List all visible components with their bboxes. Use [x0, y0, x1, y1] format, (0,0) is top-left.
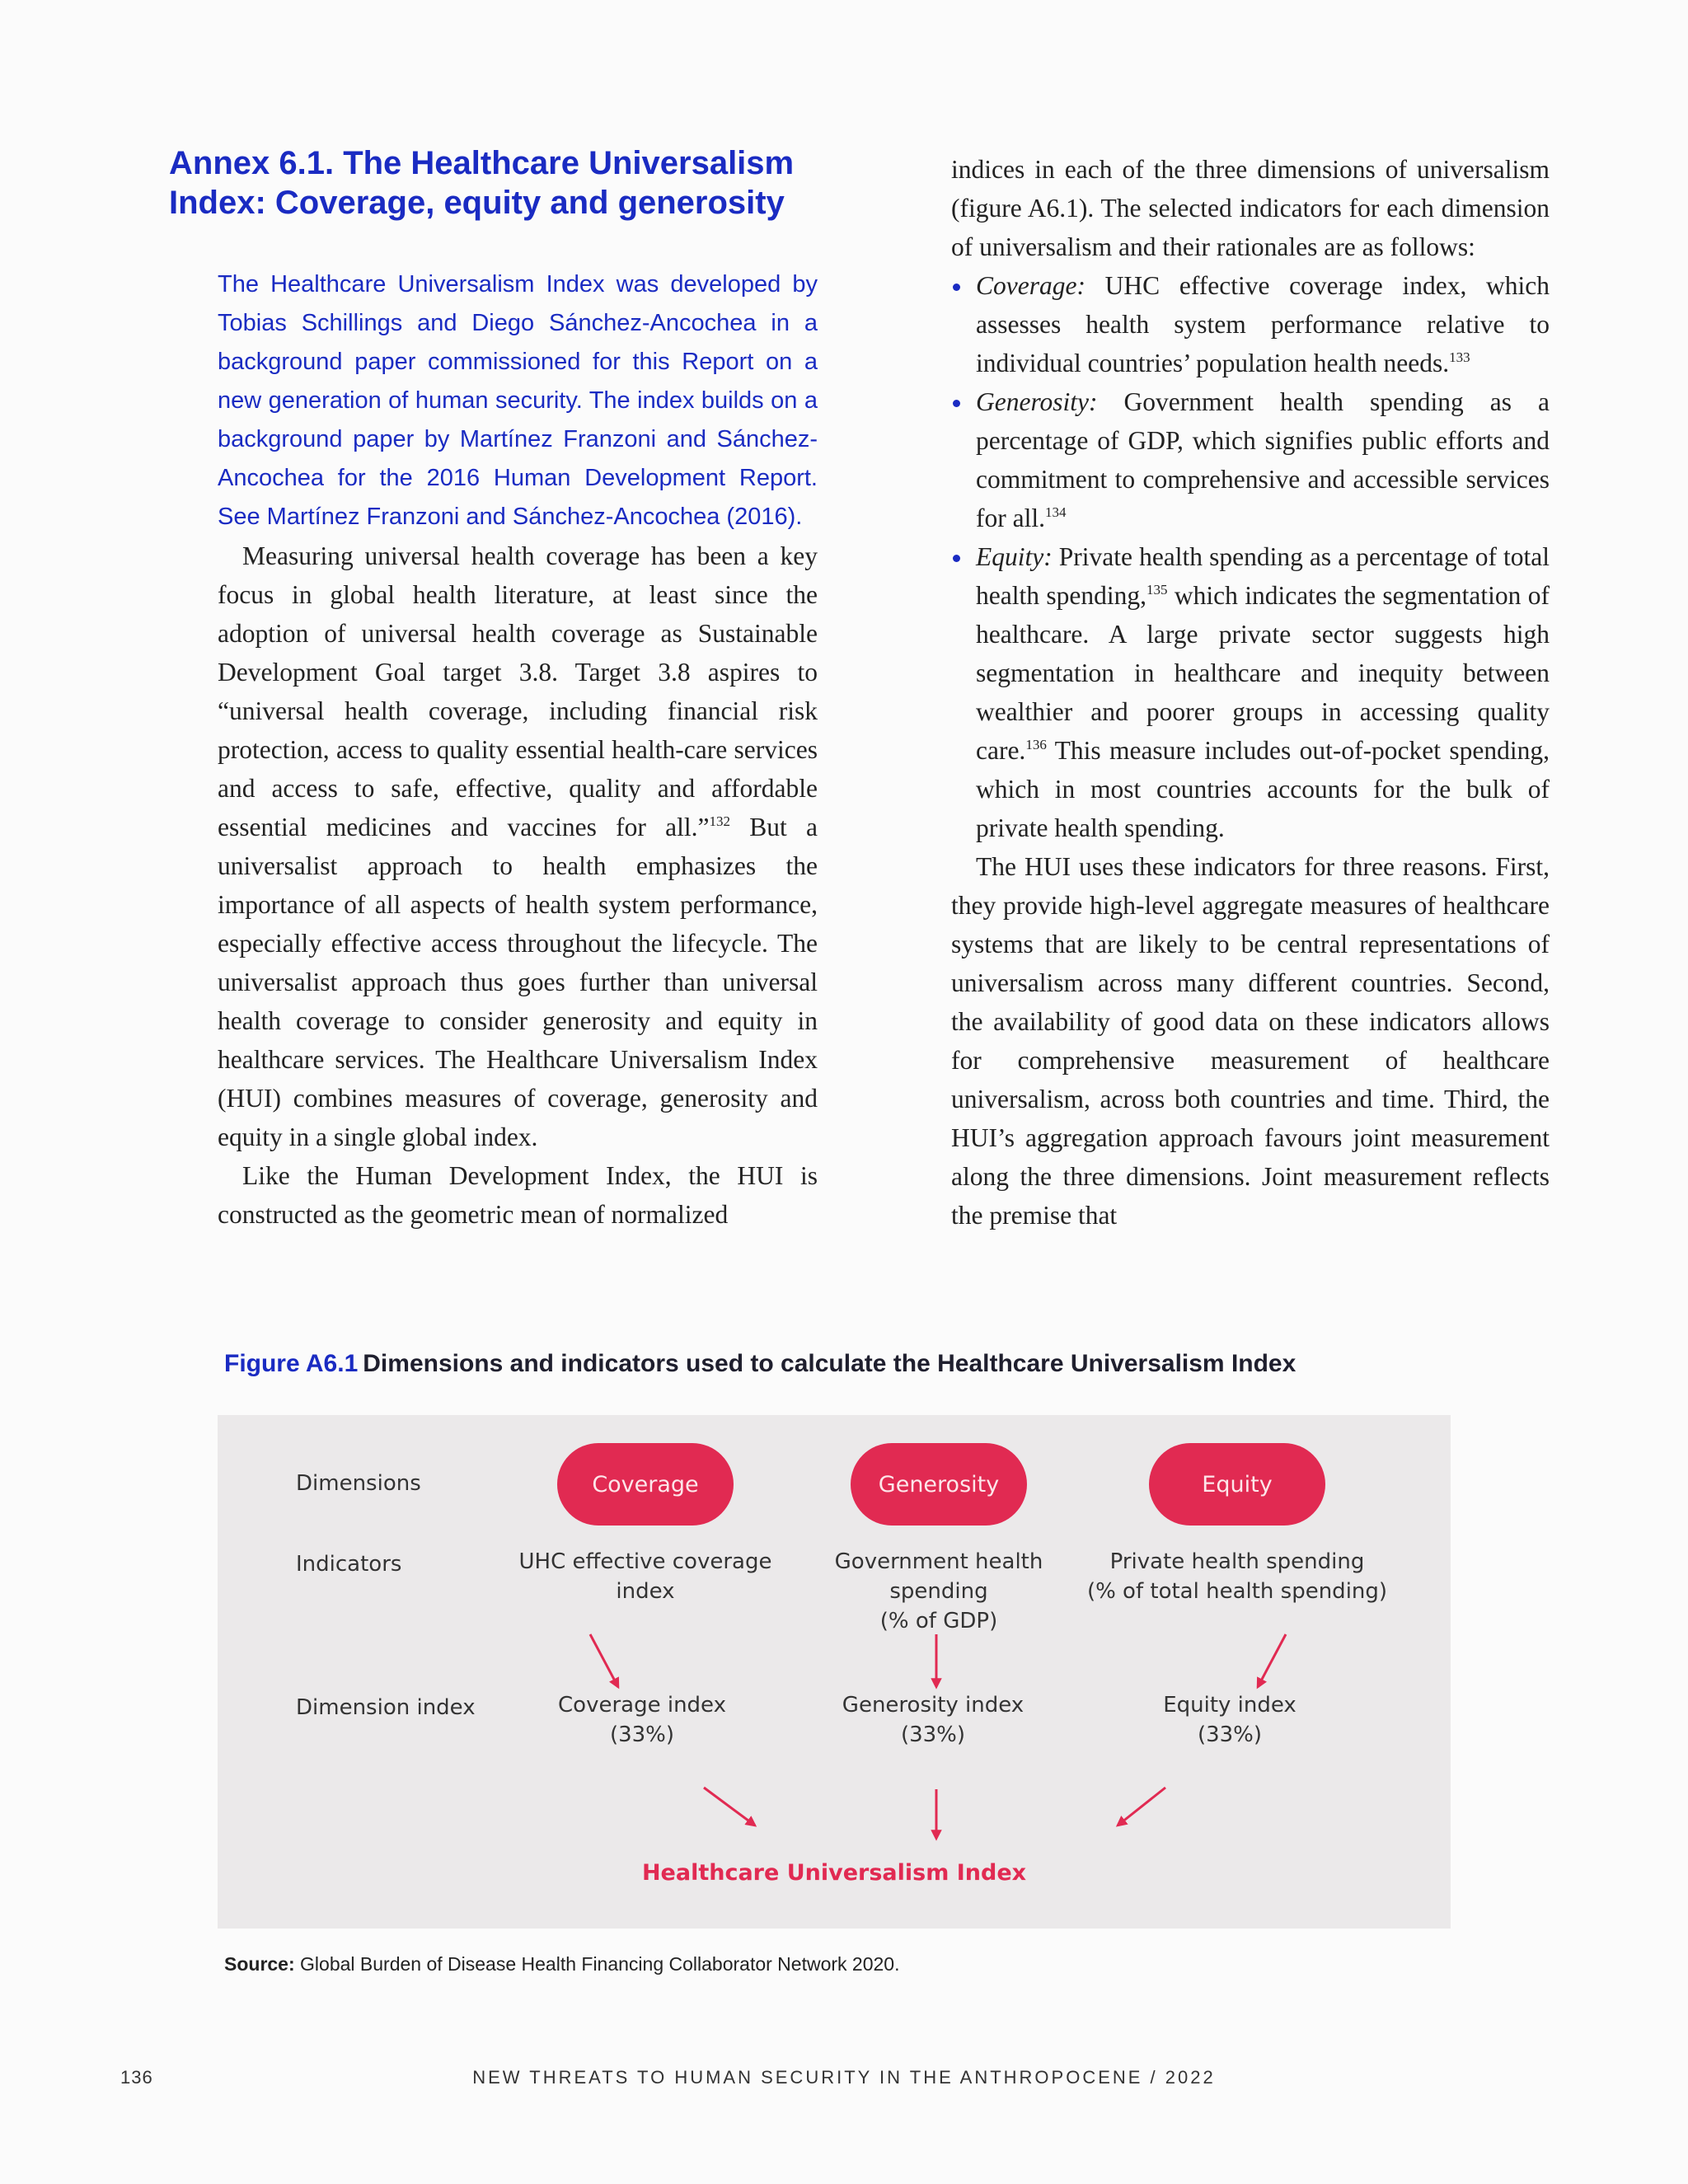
bullet-term: Generosity:	[976, 387, 1098, 416]
right-column	[951, 150, 1550, 1235]
bullet-text-continued: which indicates the segmentation of healthcare. A large private sector suggests high segmentation in healthcare and inequity between wealthier and poorer groups in accessing quality care.	[976, 581, 1550, 765]
indicator-coverage-line-1: UHC effective coverage index	[518, 1549, 772, 1604]
index-coverage-name: Coverage index	[558, 1693, 726, 1718]
index-generosity-name: Generosity index	[842, 1693, 1025, 1718]
indicator-equity-line-2: (% of total health spending)	[1086, 1579, 1388, 1604]
footnote-ref-135: 135	[1146, 582, 1168, 598]
bullet-text-end: This measure includes out-of-pocket spending, which in most countries accounts for the bulk of private health spending.	[976, 736, 1550, 842]
row-label-indicators: Indicators	[296, 1552, 402, 1577]
row-label-dimension-index: Dimension index	[296, 1695, 476, 1720]
source-label: Source:	[224, 1953, 295, 1975]
row-label-dimensions: Dimensions	[296, 1471, 421, 1496]
footnote-ref-132: 132	[709, 813, 730, 829]
flow-arrows	[218, 1415, 1451, 1929]
footnote-ref-133: 133	[1449, 349, 1470, 365]
intro-note: The Healthcare Universalism Index was developed by Tobias Schillings and Diego Sánchez-Ancochea in a background paper commissioned for this Report on a new generation of human security. The index builds on a background paper by Martínez Franzoni and Sánchez-Ancochea for the 2016 Human Development Report. See Martínez Franzoni and Sánchez-Ancochea (2016).	[218, 271, 818, 530]
annex-title-line-1: Annex 6.1. The Healthcare Universalism	[169, 145, 795, 181]
annex-title	[169, 143, 820, 223]
hui-diagram	[218, 1415, 1451, 1929]
index-equity-name: Equity index	[1163, 1693, 1296, 1718]
index-generosity-weight: (33%)	[900, 1722, 966, 1747]
footnote-ref-136: 136	[1025, 737, 1047, 752]
page-number: 136	[120, 2067, 153, 2088]
indicator-generosity-line-1: Government health spending	[834, 1549, 1043, 1604]
bullet-text: Government health spending as a percentage of GDP, which signifies public efforts and commitment to comprehensive and accessible services for all.	[976, 387, 1550, 532]
list-item-generosity	[951, 382, 1550, 537]
index-coverage-weight: (33%)	[609, 1722, 675, 1747]
arrow-coverage-index-to-hui	[704, 1788, 755, 1825]
indicator-list	[951, 266, 1550, 847]
paragraph-2: Like the Human Development Index, the HUI is constructed as the geometric mean of normalized	[218, 1161, 818, 1229]
indicator-generosity-line-2: (% of GDP)	[879, 1609, 998, 1633]
dimension-pill-equity: Equity	[1149, 1443, 1325, 1526]
footnote-ref-134: 134	[1044, 504, 1067, 520]
paragraph-1-text-b: But a universalist approach to health emphasizes the importance of all aspects of health system performance, especially effective access throughout the lifecycle. The universalist approach thus goes further than universal health coverage to consider generosity and equity in healthcare services. The Healthcare Universalism Index (HUI) combines measures of coverage, generosity and equity in a single global index.	[218, 813, 818, 1151]
left-column	[218, 265, 818, 1234]
dimension-pill-coverage: Coverage	[557, 1443, 734, 1526]
annex-title-line-2: Index: Coverage, equity and generosity	[169, 185, 785, 221]
paragraph-1-text-a: Measuring universal health coverage has been a key focus in global health literature, at least since the adoption of universal health coverage as Sustainable Development Goal target 3.8. Target 3.8 aspires to “universal health coverage, including financial risk protection, access to quality essential health-care services and access to safe, effective, quality and affordable essential medicines and vaccines for all.”	[218, 541, 818, 841]
index-equity-weight: (33%)	[1197, 1722, 1263, 1747]
bullet-term: Equity:	[976, 542, 1053, 571]
figure-label: Figure A6.1	[224, 1350, 359, 1377]
indicator-equity-line-1: Private health spending	[1109, 1549, 1365, 1574]
arrow-equity-index-to-hui	[1118, 1788, 1165, 1825]
list-item-coverage	[951, 266, 1550, 382]
arrow-coverage-to-index	[590, 1634, 618, 1687]
list-item-equity	[951, 537, 1550, 847]
figure-source	[224, 1953, 899, 1975]
hui-result-label: Healthcare Universalism Index	[641, 1860, 1027, 1886]
dimension-pill-generosity: Generosity	[851, 1443, 1027, 1526]
bullet-text: UHC effective coverage index, which assesses health system performance relative to individual countries’ population health needs.	[976, 271, 1550, 377]
figure-caption: Dimensions and indicators used to calculate the Healthcare Universalism Index	[363, 1350, 1296, 1377]
arrow-equity-to-index	[1258, 1634, 1286, 1687]
running-footer: NEW THREATS TO HUMAN SECURITY IN THE ANTHROPOCENE / 2022	[472, 2067, 1216, 2088]
bullet-term: Coverage:	[976, 271, 1085, 300]
paragraph-1	[218, 537, 818, 1156]
paragraph-continued: indices in each of the three dimensions of universalism (figure A6.1). The selected indicators for each dimension of universalism and their rationales are as follows:	[951, 155, 1550, 261]
figure-title	[224, 1350, 1296, 1378]
bullet-text: Private health spending as a percentage of total health spending,	[976, 542, 1550, 610]
source-text: Global Burden of Disease Health Financing Collaborator Network 2020.	[294, 1953, 900, 1975]
paragraph-reasons: The HUI uses these indicators for three reasons. First, they provide high-level aggregate measures of healthcare systems that are likely to be central representations of universalism across many different countries. Second, the availability of good data on these indicators allows for comprehensive measurement of healthcare universalism, across both countries and time. Third, the HUI’s aggregation approach favours joint measurement along the three dimensions. Joint measurement reflects the premise that	[951, 852, 1550, 1230]
